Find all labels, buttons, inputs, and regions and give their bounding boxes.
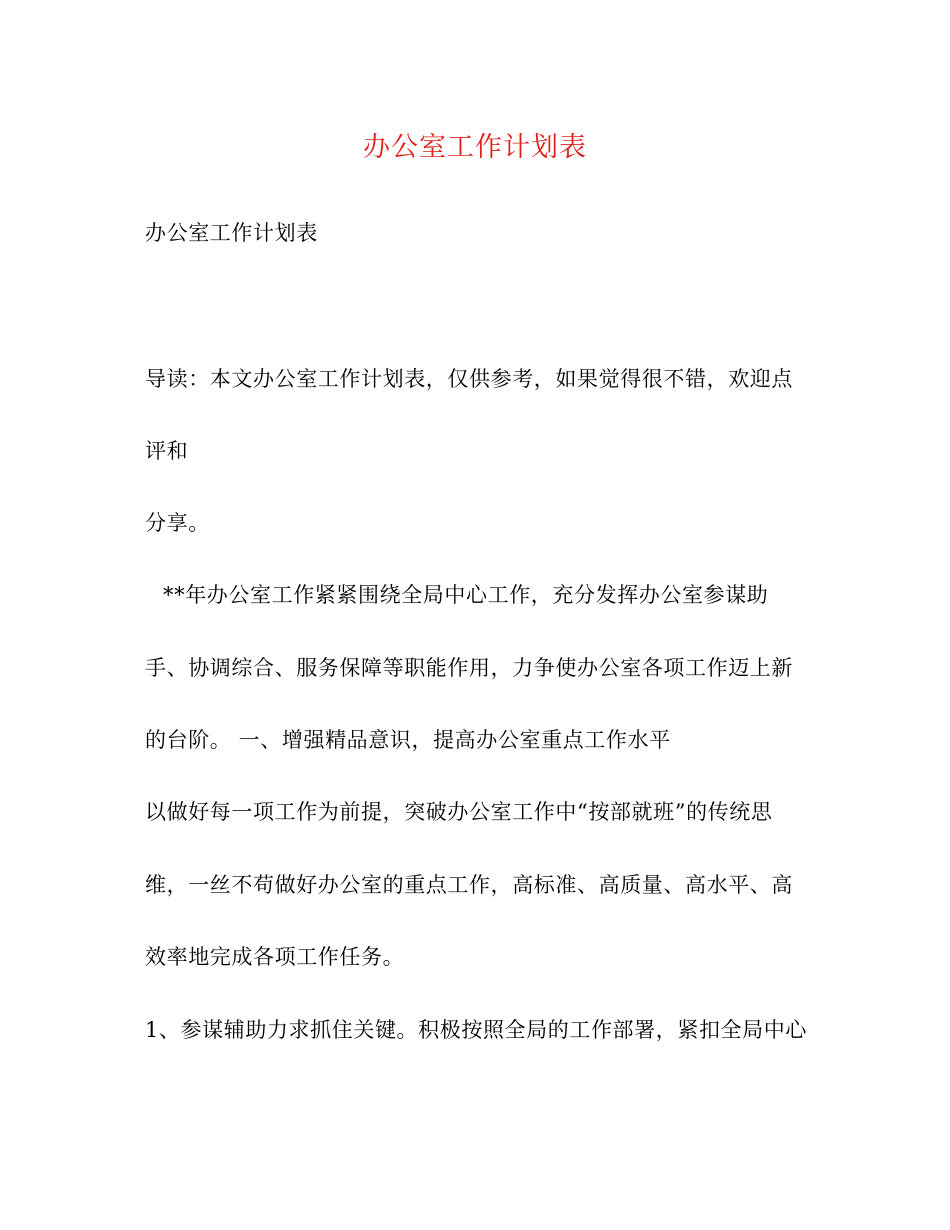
body-line: 维，一丝不苟做好办公室的重点工作，高标准、高质量、高水平、高 [145, 873, 793, 897]
body-line: **年办公室工作紧紧围绕全局中心工作，充分发挥办公室参谋助 [163, 583, 769, 607]
body-line: 导读：本文办公室工作计划表，仅供参考，如果觉得很不错，欢迎点 [145, 367, 793, 391]
body-line: 的台阶。 一、增强精品意识，提高办公室重点工作水平 [145, 728, 671, 752]
subtitle-line: 办公室工作计划表 [145, 221, 318, 245]
body-line: 以做好每一项工作为前提，突破办公室工作中“按部就班”的传统思 [145, 800, 773, 824]
body-line: 效率地完成各项工作任务。 [145, 945, 405, 969]
body-line: 分享。 [145, 511, 210, 535]
body-line: 手、协调综合、服务保障等职能作用，力争使办公室各项工作迈上新 [145, 656, 793, 680]
body-line: 1、参谋辅助力求抓住关键。积极按照全局的工作部署，紧扣全局中心 [145, 1018, 807, 1042]
document-title: 办公室工作计划表 [363, 132, 587, 163]
body-line: 评和 [145, 439, 189, 463]
